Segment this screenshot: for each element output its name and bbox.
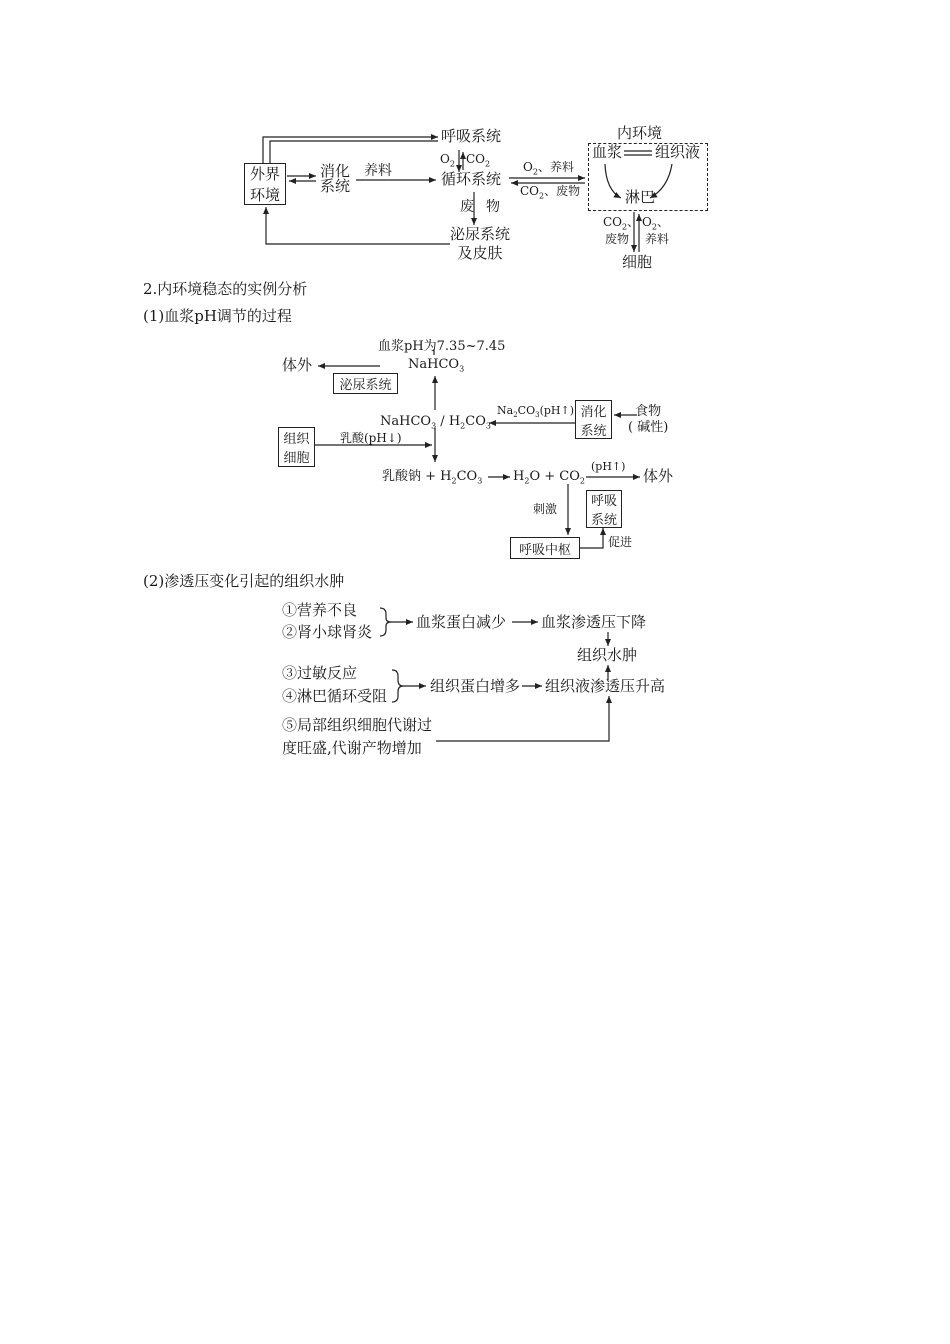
resp-box-line1: 呼吸 (590, 494, 617, 509)
cell-co2-label: $CO_2$、 (603, 215, 640, 232)
link-o2-nutrients: $O_2$、养料 (523, 160, 574, 177)
cell-label: 细胞 (622, 253, 653, 271)
o2-text: O (440, 152, 450, 166)
tissue-fluid-label: 组织液 (655, 143, 701, 161)
resp-box-line2: 系统 (590, 513, 617, 528)
nahco3-top-text: NaHCO (408, 357, 460, 372)
food-label (628, 405, 668, 434)
lactic-acid-label: 乳酸(pH↓) (340, 431, 402, 445)
co2-label: $CO_2$ (466, 152, 491, 169)
digestive-system-box (575, 400, 612, 439)
outer-env-line2: 环境 (249, 186, 280, 204)
cause-4: ④淋巴循环受阻 (282, 687, 388, 705)
lymph-label: 淋巴 (625, 188, 656, 206)
cause-2: ②肾小球肾炎 (282, 623, 373, 641)
tissue-protein-increase: 组织蛋白增多 (430, 677, 521, 695)
waste-label-2: 物 (486, 199, 500, 215)
co2-text: CO (466, 152, 486, 166)
urinary-line1: 泌尿系统 (450, 225, 511, 243)
food-line1: 食物 (635, 404, 662, 419)
ph-up-label: (pH↑) (591, 460, 626, 473)
digestive-line1: 消化 (320, 162, 351, 180)
digestive-box-line1: 消化 (580, 404, 607, 420)
cell-o2-label: $O_2$、 (642, 215, 669, 232)
digestive-box-line2: 系统 (580, 423, 607, 439)
nutrients-label: 养料 (364, 163, 392, 179)
tissue-cell-line2: 细胞 (283, 451, 310, 466)
respiratory-system-box (586, 490, 622, 528)
urinary-system-box (333, 373, 398, 394)
tissue-fluid-osmotic-increase: 组织液渗透压升高 (545, 677, 666, 695)
promote-label: 促进 (608, 535, 633, 549)
reaction-left: 乳酸钠 + $H_2CO_3$ (382, 469, 483, 486)
buffer-pair-label: NaHCO$_3$ / $H_2CO_3$ (380, 414, 491, 431)
tissue-cell-box (278, 427, 315, 467)
ph-range-label: 血浆pH为7.35~7.45 (378, 339, 506, 354)
plasma-protein-decrease: 血浆蛋白减少 (416, 613, 507, 631)
reaction-right: $H_2O + CO_2$ (513, 469, 585, 486)
ph-subheading: (1)血浆pH调节的过程 (143, 307, 292, 325)
plasma-label: 血浆 (592, 143, 623, 161)
respiratory-system-label: 呼吸系统 (441, 127, 502, 145)
na2co3-label: $Na_2CO_3(pH↑)$ (497, 404, 574, 420)
nahco3-top-label: NaHCO$_3$ (408, 357, 465, 374)
urinary-line2: 及皮肤 (457, 244, 503, 262)
stimulate-label: 刺激 (533, 502, 558, 516)
section2-heading: 2.内环境稳态的实例分析 (143, 280, 308, 298)
resp-center-text: 呼吸中枢 (518, 542, 571, 558)
circulatory-system-label: 循环系统 (441, 170, 502, 188)
outside-right-label: 体外 (643, 467, 674, 485)
edema-subheading: (2)渗透压变化引起的组织水肿 (143, 572, 345, 590)
tissue-edema-result: 组织水肿 (577, 646, 638, 664)
urinary-box-text: 泌尿系统 (339, 378, 392, 393)
cause-5-line2: 度旺盛,代谢产物增加 (282, 739, 422, 757)
outer-env-line1: 外界 (249, 165, 280, 183)
waste-label-1: 废 (460, 199, 474, 215)
cause-5-line1: ⑤局部组织细胞代谢过 (282, 716, 433, 734)
cause-1: ①营养不良 (282, 601, 358, 619)
cell-waste-label: 废物 (605, 232, 630, 246)
o2-label: $O_2$ (440, 152, 455, 169)
plasma-osmotic-decrease: 血浆渗透压下降 (541, 613, 647, 631)
digestive-line2: 系统 (320, 177, 351, 195)
respiratory-center-box (510, 537, 580, 559)
food-line2: ( 碱性) (628, 420, 669, 435)
cause-3: ③过敏反应 (282, 664, 358, 682)
outside-top-label: 体外 (282, 356, 313, 374)
cell-nutrients-label: 养料 (645, 232, 670, 246)
internal-env-title: 内环境 (614, 126, 665, 141)
tissue-cell-line1: 组织 (283, 432, 310, 447)
link-co2-waste: $CO_2$、废物 (520, 184, 581, 201)
